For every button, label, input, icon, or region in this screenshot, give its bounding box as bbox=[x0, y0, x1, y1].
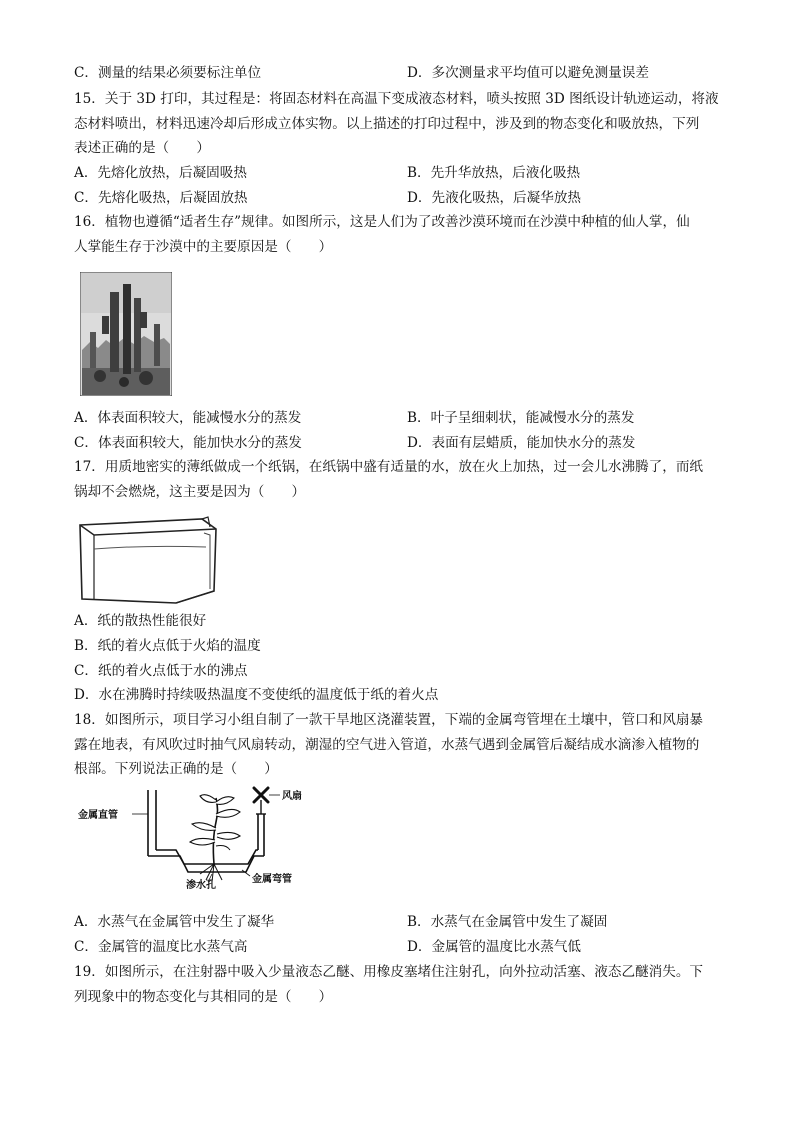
paper-pot-diagram bbox=[76, 515, 228, 607]
q15-option-c[interactable]: C．先熔化吸热，后凝固放热 bbox=[74, 190, 248, 206]
q17-stem-line-1: 17．用质地密实的薄纸做成一个纸锅，在纸锅中盛有适量的水，放在火上加热，过一会儿水沸腾了，而纸 bbox=[74, 459, 704, 475]
q18-stem-line-2: 露在地表，有风吹过时抽气风扇转动，潮湿的空气进入管道，水蒸气遇到金属管后凝结成水滴渗入植物的 bbox=[74, 737, 700, 753]
label-fan: 风扇 bbox=[282, 791, 302, 802]
q15-stem-line-1: 15．关于 3D 打印，其过程是：将固态材料在高温下变成液态材料，喷头按照 3D 图纸设计轨迹运动，将液 bbox=[74, 91, 719, 107]
q18-stem-line-3: 根部。下列说法正确的是（ ） bbox=[74, 761, 278, 777]
q16-option-a[interactable]: A．体表面积较大，能减慢水分的蒸发 bbox=[74, 410, 302, 426]
q16-option-d[interactable]: D．表面有层蜡质，能加快水分的蒸发 bbox=[407, 435, 636, 451]
q15-option-b[interactable]: B．先升华放热，后液化吸热 bbox=[407, 165, 581, 181]
cactus-desert-photo bbox=[80, 272, 172, 396]
q19-stem-line-1: 19．如图所示，在注射器中吸入少量液态乙醚、用橡皮塞堵住注射孔，向外拉动活塞、液态乙醚消失。下 bbox=[74, 964, 704, 980]
q15-stem-line-2: 态材料喷出，材料迅速冷却后形成立体实物。以上描述的打印过程中，涉及到的物态变化和吸放热，下列 bbox=[74, 116, 700, 132]
q15-option-a[interactable]: A．先熔化放热，后凝固吸热 bbox=[74, 165, 247, 181]
q17-option-a[interactable]: A．纸的散热性能很好 bbox=[74, 613, 207, 629]
q17-option-c[interactable]: C．纸的着火点低于水的沸点 bbox=[74, 663, 248, 679]
q16-option-c[interactable]: C．体表面积较大，能加快水分的蒸发 bbox=[74, 435, 302, 451]
q18-option-c[interactable]: C．金属管的温度比水蒸气高 bbox=[74, 939, 248, 955]
q17-option-b[interactable]: B．纸的着火点低于火焰的温度 bbox=[74, 638, 261, 654]
q14-option-c[interactable]: C．测量的结果必须要标注单位 bbox=[74, 65, 262, 81]
q16-option-b[interactable]: B．叶子呈细刺状，能减慢水分的蒸发 bbox=[407, 410, 635, 426]
q15-stem-line-3: 表述正确的是（ ） bbox=[74, 140, 210, 156]
q19-stem-line-2: 列现象中的物态变化与其相同的是（ ） bbox=[74, 989, 333, 1005]
q18-option-d[interactable]: D．金属管的温度比水蒸气低 bbox=[407, 939, 582, 955]
q15-option-d[interactable]: D．先液化吸热，后凝华放热 bbox=[407, 190, 582, 206]
q16-stem-line-2: 人掌能生存于沙漠中的主要原因是（ ） bbox=[74, 239, 333, 255]
q18-option-b[interactable]: B．水蒸气在金属管中发生了凝固 bbox=[407, 914, 608, 930]
label-seep-hole: 渗水孔 bbox=[186, 880, 216, 890]
q17-stem-line-2: 锅却不会燃烧，这主要是因为（ ） bbox=[74, 484, 306, 500]
q17-option-d[interactable]: D．水在沸腾时持续吸热温度不变使纸的温度低于纸的着火点 bbox=[74, 687, 439, 703]
q16-stem-line-1: 16．植物也遵循“适者生存”规律。如图所示，这是人们为了改善沙漠环境而在沙漠中种植的仙人掌，仙 bbox=[74, 214, 690, 230]
q14-option-d[interactable]: D．多次测量求平均值可以避免测量误差 bbox=[407, 65, 649, 81]
irrigation-device-diagram bbox=[76, 784, 316, 890]
label-straight-pipe: 金属直管 bbox=[78, 810, 118, 821]
q18-option-a[interactable]: A．水蒸气在金属管中发生了凝华 bbox=[74, 914, 275, 930]
q18-stem-line-1: 18．如图所示，项目学习小组自制了一款干旱地区浇灌装置，下端的金属弯管埋在土壤中，管口和风扇暴 bbox=[74, 712, 704, 728]
label-bent-pipe: 金属弯管 bbox=[252, 874, 292, 885]
